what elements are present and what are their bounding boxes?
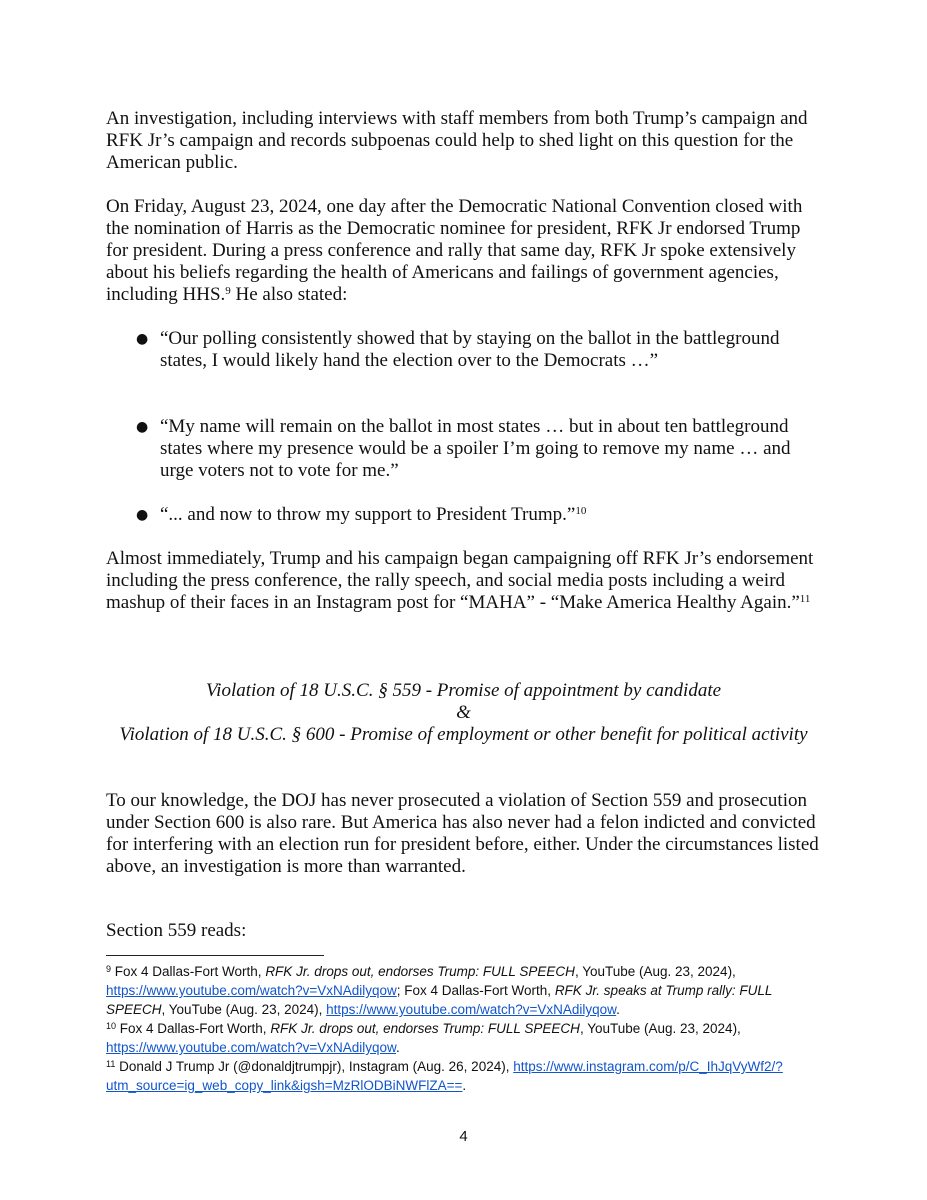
footnote-9: $^9$ Fox 4 Dallas-Fort Worth, RFK Jr. drops out, endorses Trump: FULL SPEECH, YouTube (Aug. 23, 2024), https://www.youtube.com/watch?v=VxNAdilyqow; Fox 4 Dallas-Fort Worth, RFK Jr. speaks at Trump rally: FULL SPEECH, YouTube (Aug. 23, 2024), https://www.youtube.com/watch?v=VxNAdilyqow. [106, 964, 773, 1017]
heading-line-600: Violation of 18 U.S.C. § 600 - Promise of employment or other benefit for political activity [119, 724, 808, 745]
paragraph-knowledge: To our knowledge, the DOJ has never prosecuted a violation of Section 559 and prosecution under Section 600 is also rare. But America has also never had a felon indicted and convicted for interfering with an election run for president before, either. Under the circumstances listed above, an investigation is more than warranted. [106, 790, 819, 877]
footnote-ref-9[interactable]: 9 [225, 285, 231, 297]
list-item-text: “... and now to throw my support to President Trump.”$^{10}$ [160, 504, 587, 525]
paragraph-endorsement-tail: He also stated: [230, 284, 348, 305]
footnote-ref-10[interactable]: 10 [575, 505, 587, 517]
bullet-icon: ● [136, 507, 149, 523]
heading-line-559: Violation of 18 U.S.C. § 559 - Promise of appointment by candidate [205, 680, 722, 701]
paragraph-section-559: Section 559 reads: [106, 920, 247, 941]
paragraph-endorsement-text: On Friday, August 23, 2024, one day after the Democratic National Convention closed with the nomination of Harris as the Democratic nominee for president, RFK Jr endorsed Trump for president. During a press conference and rally that same day, RFK Jr spoke extensively about his beliefs regarding the health of Americans and failings of government agencies, including HHS. [106, 196, 803, 305]
heading-ampersand: & [456, 702, 471, 723]
paragraph-endorsement [106, 196, 821, 306]
section-heading [106, 680, 821, 746]
bullet-icon: ● [136, 419, 149, 435]
footnote-11: $^{11}$ Donald J Trump Jr (@donaldjtrumpjr), Instagram (Aug. 26, 2024), https://www.instagram.com/p/C_IhJqVyWf2/?utm_source=ig_web_copy_link&igsh=MzRlODBiNWFlZA==. [106, 1059, 783, 1093]
page-number: 4 [459, 1128, 468, 1145]
list-item-text: “My name will remain on the ballot in most states … but in about ten battleground states where my presence would be a spoiler I’m going to remove my name … and urge voters not to vote for me.” [160, 416, 791, 481]
list-item-text: “Our polling consistently showed that by staying on the ballot in the battleground states, I would likely hand the election over to the Democrats …” [160, 328, 780, 371]
footnote-divider [106, 955, 324, 956]
footnote-10: $^{10}$ Fox 4 Dallas-Fort Worth, RFK Jr. drops out, endorses Trump: FULL SPEECH, YouTube (Aug. 23, 2024), https://www.youtube.com/watch?v=VxNAdilyqow. [106, 1021, 741, 1055]
paragraph-campaigning: Almost immediately, Trump and his campaign began campaigning off RFK Jr’s endorsement including the press conference, the rally speech, and social media posts including a weird mashup of their faces in an Instagram post for “MAHA” - “Make America Healthy Again.”$^{11}$ [106, 548, 814, 613]
footnote-ref-11[interactable]: 11 [799, 593, 811, 605]
paragraph-investigation: An investigation, including interviews with staff members from both Trump’s campaign and RFK Jr’s campaign and records subpoenas could help to shed light on this question for the American public. [106, 108, 808, 173]
footnotes [106, 962, 821, 1095]
bullet-icon: ● [136, 331, 149, 347]
footnote-9-link-1[interactable]: https://www.youtube.com/watch?v=VxNAdilyqow [106, 983, 397, 998]
footnote-9-link-2[interactable]: https://www.youtube.com/watch?v=VxNAdilyqow [326, 1002, 617, 1017]
footnote-10-link[interactable]: https://www.youtube.com/watch?v=VxNAdilyqow [106, 1040, 397, 1055]
footnote-11-link[interactable]: https://www.instagram.com/p/C_IhJqVyWf2/?utm_source=ig_web_copy_link&igsh=MzRlODBiNWFlZA== [106, 1059, 783, 1093]
